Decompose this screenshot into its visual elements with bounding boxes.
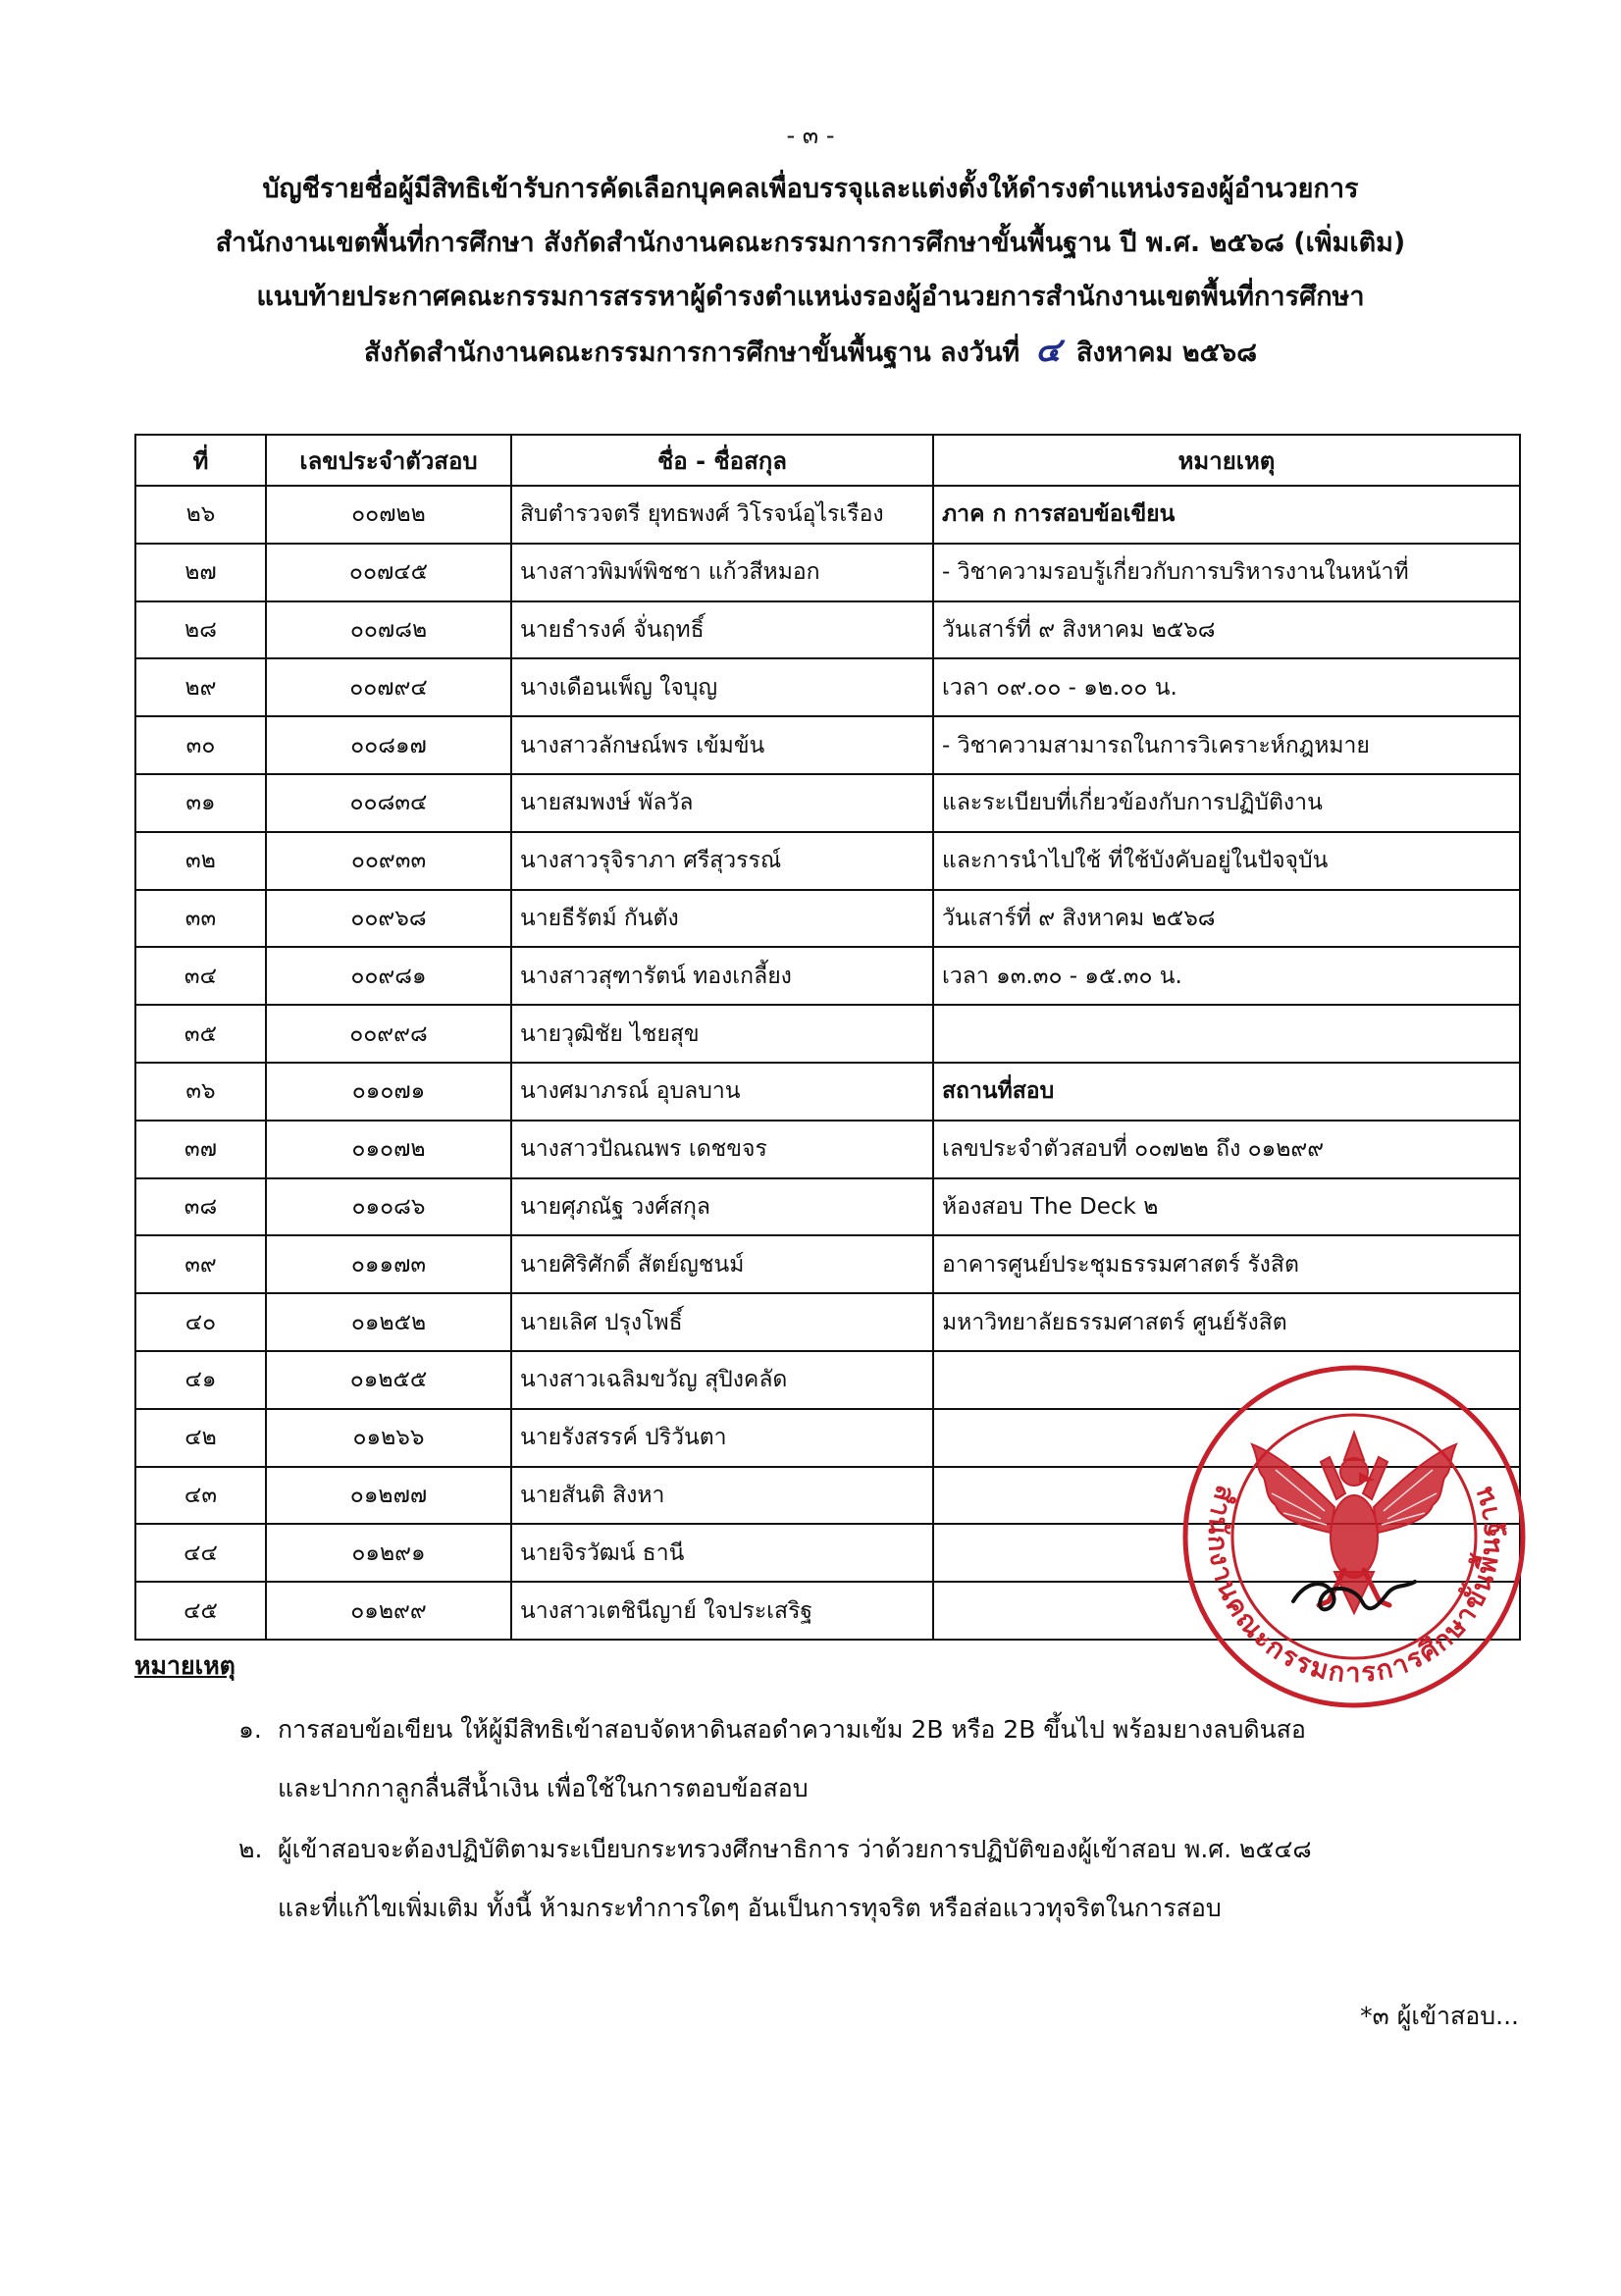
official-seal xyxy=(1177,1360,1531,1713)
table-row xyxy=(135,716,1520,774)
table-row xyxy=(135,658,1520,716)
cell-exam-id: ๐๐๘๑๗ xyxy=(266,716,511,774)
cell-name: นายธีรัตม์ กันตัง xyxy=(511,890,933,948)
cell-remark: ภาค ก การสอบข้อเขียน xyxy=(933,486,1520,544)
cell-no: ๓๑ xyxy=(135,774,266,832)
cell-no: ๔๔ xyxy=(135,1524,266,1582)
cell-name: นายศุภณัฐ วงศ์สกุล xyxy=(511,1178,933,1236)
cell-exam-id: ๐๐๗๙๔ xyxy=(266,658,511,716)
note-line: การสอบข้อเขียน ให้ผู้มีสิทธิเข้าสอบจัดหาดินสอดำความเข้ม 2B หรือ 2B ขึ้นไป พร้อมยางลบดินสอ xyxy=(278,1715,1306,1744)
column-header-exam-id: เลขประจำตัวสอบ xyxy=(266,435,511,486)
note-item xyxy=(238,1700,1306,1818)
cell-no: ๓๒ xyxy=(135,832,266,890)
cell-no: ๒๙ xyxy=(135,658,266,716)
cell-no: ๔๑ xyxy=(135,1351,266,1409)
table-row xyxy=(135,1293,1520,1351)
cell-no: ๓๘ xyxy=(135,1178,266,1236)
garuda-emblem-icon xyxy=(1252,1433,1456,1613)
cell-name: นายวุฒิชัย ไชยสุข xyxy=(511,1005,933,1063)
table-row xyxy=(135,1063,1520,1121)
table-header-row xyxy=(135,435,1520,486)
table-row xyxy=(135,1235,1520,1293)
cell-remark: มหาวิทยาลัยธรรมศาสตร์ ศูนย์รังสิต xyxy=(933,1293,1520,1351)
cell-exam-id: ๐๑๒๕๒ xyxy=(266,1293,511,1351)
note-number: ๑. xyxy=(238,1715,262,1744)
cell-remark: เลขประจำตัวสอบที่ ๐๐๗๒๒ ถึง ๐๑๒๙๙ xyxy=(933,1121,1520,1178)
cell-remark: อาคารศูนย์ประชุมธรรมศาสตร์ รังสิต xyxy=(933,1235,1520,1293)
cell-no: ๓๗ xyxy=(135,1121,266,1178)
cell-exam-id: ๐๑๐๘๖ xyxy=(266,1178,511,1236)
cell-name: นายสมพงษ์ พัลวัล xyxy=(511,774,933,832)
cell-exam-id: ๐๐๗๒๒ xyxy=(266,486,511,544)
cell-remark: และระเบียบที่เกี่ยวข้องกับการปฏิบัติงาน xyxy=(933,774,1520,832)
cell-exam-id: ๐๑๑๗๓ xyxy=(266,1235,511,1293)
cell-exam-id: ๐๐๗๔๕ xyxy=(266,544,511,601)
cell-name: นายจิรวัฒน์ ธานี xyxy=(511,1524,933,1582)
cell-exam-id: ๐๐๙๖๘ xyxy=(266,890,511,948)
cell-exam-id: ๐๑๐๗๑ xyxy=(266,1063,511,1121)
cell-no: ๔๓ xyxy=(135,1467,266,1525)
table-row xyxy=(135,1178,1520,1236)
cell-name: นางศมาภรณ์ อุบลบาน xyxy=(511,1063,933,1121)
heading-line-3: แนบท้ายประกาศคณะกรรมการสรรหาผู้ดำรงตำแหน่งรองผู้อำนวยการสำนักงานเขตพื้นที่การศึกษา xyxy=(256,282,1365,312)
table-row xyxy=(135,774,1520,832)
cell-no: ๓๕ xyxy=(135,1005,266,1063)
note-line: ผู้เข้าสอบจะต้องปฏิบัติตามระเบียบกระทรวงศึกษาธิการ ว่าด้วยการปฏิบัติของผู้เข้าสอบ พ.ศ. ๒๕๔๘ xyxy=(278,1835,1312,1863)
table-row xyxy=(135,832,1520,890)
cell-name: สิบตำรวจตรี ยุทธพงศ์ วิโรจน์อุไรเรือง xyxy=(511,486,933,544)
cell-remark xyxy=(933,1005,1520,1063)
cell-name: นายรังสรรค์ ปริวันตา xyxy=(511,1409,933,1467)
page-number: - ๓ - xyxy=(786,122,835,149)
column-header-remark: หมายเหตุ xyxy=(933,435,1520,486)
cell-no: ๓๙ xyxy=(135,1235,266,1293)
cell-no: ๔๕ xyxy=(135,1582,266,1640)
cell-no: ๒๘ xyxy=(135,601,266,659)
cell-remark: และการนำไปใช้ ที่ใช้บังคับอยู่ในปัจจุบัน xyxy=(933,832,1520,890)
cell-remark: - วิชาความสามารถในการวิเคราะห์กฎหมาย xyxy=(933,716,1520,774)
note-line: และที่แก้ไขเพิ่มเติม ทั้งนี้ ห้ามกระทำการใดๆ อันเป็นการทุจริต หรือส่อแววทุจริตในการสอบ xyxy=(278,1894,1222,1922)
cell-remark: - วิชาความรอบรู้เกี่ยวกับการบริหารงานในหน้าที่ xyxy=(933,544,1520,601)
heading-line-2: สำนักงานเขตพื้นที่การศึกษา สังกัดสำนักงานคณะกรรมการการศึกษาขั้นพื้นฐาน ปี พ.ศ. ๒๕๖๘ (เพิ่มเติม) xyxy=(215,228,1406,258)
cell-remark: เวลา ๐๙.๐๐ - ๑๒.๐๐ น. xyxy=(933,658,1520,716)
heading-line-4-prefix: สังกัดสำนักงานคณะกรรมการการศึกษาขั้นพื้นฐาน ลงวันที่ xyxy=(363,338,1020,368)
cell-name: นางสาวพิมพ์พิชชา แก้วสีหมอก xyxy=(511,544,933,601)
cell-no: ๓๐ xyxy=(135,716,266,774)
cell-exam-id: ๐๑๒๙๙ xyxy=(266,1582,511,1640)
cell-exam-id: ๐๐๙๓๓ xyxy=(266,832,511,890)
cell-remark: ห้องสอบ The Deck ๒ xyxy=(933,1178,1520,1236)
cell-name: นายธำรงค์ จั่นฤทธิ์ xyxy=(511,601,933,659)
table-row xyxy=(135,1121,1520,1178)
cell-name: นางสาวสุฑารัตน์ ทองเกลี้ยง xyxy=(511,947,933,1005)
cell-remark: วันเสาร์ที่ ๙ สิงหาคม ๒๕๖๘ xyxy=(933,890,1520,948)
cell-name: นางสาวปัณณพร เดชขจร xyxy=(511,1121,933,1178)
table-row xyxy=(135,1005,1520,1063)
continuation-marker: *๓ ผู้เข้าสอบ... xyxy=(1360,2002,1519,2030)
cell-exam-id: ๐๑๒๕๕ xyxy=(266,1351,511,1409)
cell-name: นางสาวลักษณ์พร เข้มข้น xyxy=(511,716,933,774)
note-item xyxy=(238,1820,1312,1938)
cell-exam-id: ๐๐๙๙๘ xyxy=(266,1005,511,1063)
cell-exam-id: ๐๑๐๗๒ xyxy=(266,1121,511,1178)
table-row xyxy=(135,486,1520,544)
cell-name: นายศิริศักดิ์ สัตย์ญชนม์ xyxy=(511,1235,933,1293)
cell-name: นางสาวเตชินีญาย์ ใจประเสริฐ xyxy=(511,1582,933,1640)
cell-exam-id: ๐๐๙๘๑ xyxy=(266,947,511,1005)
cell-no: ๔๒ xyxy=(135,1409,266,1467)
note-text xyxy=(278,1820,1312,1938)
cell-exam-id: ๐๐๗๘๒ xyxy=(266,601,511,659)
notes-label: หมายเหตุ xyxy=(134,1651,235,1680)
heading-line-4 xyxy=(0,324,1621,380)
note-line: และปากกาลูกลื่นสีน้ำเงิน เพื่อใช้ในการตอบข้อสอบ xyxy=(278,1774,809,1802)
cell-name: นางสาวรุจิราภา ศรีสุวรรณ์ xyxy=(511,832,933,890)
cell-remark: วันเสาร์ที่ ๙ สิงหาคม ๒๕๖๘ xyxy=(933,601,1520,659)
cell-remark: เวลา ๑๓.๓๐ - ๑๕.๓๐ น. xyxy=(933,947,1520,1005)
cell-no: ๔๐ xyxy=(135,1293,266,1351)
cell-no: ๒๗ xyxy=(135,544,266,601)
cell-exam-id: ๐๑๒๙๑ xyxy=(266,1524,511,1582)
cell-exam-id: ๐๑๒๖๖ xyxy=(266,1409,511,1467)
cell-no: ๓๖ xyxy=(135,1063,266,1121)
table-row xyxy=(135,601,1520,659)
cell-name: นายสันติ สิงหา xyxy=(511,1467,933,1525)
table-head xyxy=(135,435,1520,486)
table-row xyxy=(135,947,1520,1005)
table-row xyxy=(135,890,1520,948)
cell-exam-id: ๐๑๒๗๗ xyxy=(266,1467,511,1525)
cell-name: นางเดือนเพ็ญ ใจบุญ xyxy=(511,658,933,716)
cell-exam-id: ๐๐๘๓๔ xyxy=(266,774,511,832)
document-heading xyxy=(0,162,1621,380)
column-header-name: ชื่อ - ชื่อสกุล xyxy=(511,435,933,486)
cell-name: นางสาวเฉลิมขวัญ สุปิงคลัด xyxy=(511,1351,933,1409)
cell-remark: สถานที่สอบ xyxy=(933,1063,1520,1121)
seal-arc-textpath: สำนักงานคณะกรรมการการศึกษาขั้นพื้นฐาน xyxy=(1201,1482,1507,1690)
cell-no: ๒๖ xyxy=(135,486,266,544)
cell-no: ๓๔ xyxy=(135,947,266,1005)
heading-line-1: บัญชีรายชื่อผู้มีสิทธิเข้ารับการคัดเลือกบุคคลเพื่อบรรจุและแต่งตั้งให้ดำรงตำแหน่งรองผู้อำนวยการ xyxy=(262,174,1359,204)
announcement-day: ๔ xyxy=(1035,331,1061,370)
note-number: ๒. xyxy=(238,1835,263,1863)
cell-no: ๓๓ xyxy=(135,890,266,948)
heading-line-4-suffix: สิงหาคม ๒๕๖๘ xyxy=(1075,338,1258,368)
note-text xyxy=(278,1700,1306,1818)
table-row xyxy=(135,544,1520,601)
column-header-no: ที่ xyxy=(135,435,266,486)
cell-name: นายเลิศ ปรุงโพธิ์ xyxy=(511,1293,933,1351)
